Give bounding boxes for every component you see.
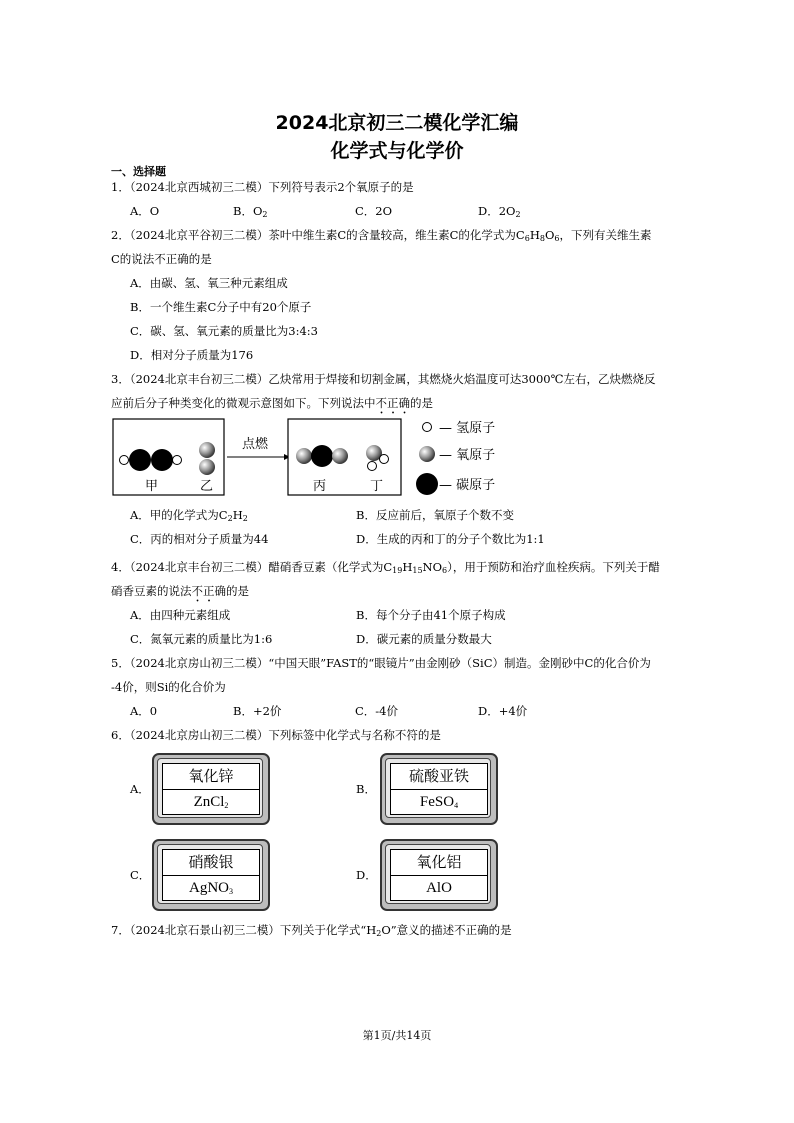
document-subtitle: 化学式与化学价: [330, 140, 464, 162]
q1-option-b: B．$O_2$: [233, 204, 268, 219]
legend-hydrogen-icon: [423, 423, 432, 432]
label-jia: 甲: [145, 479, 159, 494]
q5-option-d: D．+4价: [478, 704, 528, 718]
q4-option-b: B．每个分子由41个原子构成: [356, 608, 506, 622]
document-title: 2024北京初三二模化学汇编: [275, 112, 519, 134]
q3-stem-line1: 3．（2024北京丰台初三二模）乙炔常用于焊接和切割金属，其燃烧火焰温度可达3000℃左右，乙炔燃烧反: [111, 372, 656, 386]
oxygen-atom: [199, 442, 215, 458]
hydrogen-atom: [173, 456, 182, 465]
q5-option-a: A．0: [130, 704, 158, 718]
hydrogen-atom: [368, 462, 377, 471]
q2-option-b: B．一个维生素C分子中有20个原子: [130, 300, 312, 314]
label-formula: FeSO$_4$: [419, 794, 459, 810]
q5-stem-line1: 5．（2024北京房山初三二模）“中国天眼”FAST的“眼镜片”由金刚砂（SiC）制造。金刚砂中C的化合价为: [111, 656, 651, 670]
q6-option-b-letter: B．: [356, 782, 376, 796]
oxygen-atom: [296, 448, 312, 464]
legend-hydrogen-label: — 氢原子: [439, 421, 496, 436]
q2-option-c: C．碳、氢、氧元素的质量比为3:4:3: [130, 324, 318, 338]
q1-option-c: C．2O: [355, 204, 393, 218]
q3-option-d: D．生成的丙和丁的分子个数比为1:1: [356, 532, 545, 546]
legend-oxygen-icon: [419, 446, 435, 462]
q7-stem: 7．（2024北京石景山初三二模）下列关于化学式“$H_2O$”意义的描述不正确的是: [111, 923, 512, 938]
label-name: 硝酸银: [163, 850, 259, 876]
q4-option-a: A．由四种元素组成: [130, 608, 231, 622]
q1-option-d: D．$2O_2$: [478, 204, 521, 219]
q2-stem-line1: 2．（2024北京平谷初三二模）茶叶中维生素C的含量较高，维生素C的化学式为$C_6H_8O_6$，下列有关维生素: [111, 228, 652, 243]
legend-oxygen-label: — 氧原子: [439, 448, 496, 463]
label-bing: 丙: [313, 479, 327, 494]
q2-stem-line2: C的说法不正确的是: [111, 252, 212, 266]
label-formula: AgNO$_3$: [189, 880, 233, 896]
label-formula: AlO: [426, 880, 452, 896]
q3-option-b: B．反应前后，氧原子个数不变: [356, 508, 514, 522]
label-name: 氧化锌: [163, 764, 259, 790]
q6-label-a: [152, 753, 270, 825]
carbon-atom: [311, 445, 333, 467]
carbon-atom: [151, 449, 173, 471]
hydrogen-atom: [380, 455, 389, 464]
q6-option-d-letter: D．: [356, 868, 377, 882]
q3-option-a: A．甲的化学式为$C_2H_2$: [130, 508, 248, 523]
q2-option-d: D．相对分子质量为176: [130, 348, 254, 362]
label-formula: ZnCl$_2$: [193, 794, 229, 810]
legend-carbon-label: — 碳原子: [439, 478, 496, 493]
q6-label-b: [380, 753, 498, 825]
arrow-label: 点燃: [242, 437, 269, 452]
page-footer: 第1页/共14页: [362, 1029, 432, 1042]
q6-option-a-letter: A．: [130, 782, 150, 796]
q5-option-b: B．+2价: [233, 704, 282, 718]
oxygen-atom: [332, 448, 348, 464]
q2-option-a: A．由碳、氢、氧三种元素组成: [130, 276, 288, 290]
q6-stem: 6．（2024北京房山初三二模）下列标签中化学式与名称不符的是: [111, 728, 441, 742]
q5-stem-line2: -4价，则Si的化合价为: [111, 680, 226, 694]
label-name: 氧化铝: [391, 850, 487, 876]
label-ding: 丁: [370, 479, 384, 494]
q3-molecule-diagram: [112, 414, 522, 500]
q1-option-a: A．O: [130, 204, 160, 218]
legend-carbon-icon: [416, 473, 438, 495]
q3-option-c: C．丙的相对分子质量为44: [130, 532, 269, 546]
section-heading: 一、选择题: [111, 165, 166, 178]
q4-stem-line2: 硝香豆素的说法不正确的是: [111, 584, 249, 598]
carbon-atom: [129, 449, 151, 471]
q4-option-c: C．氮氧元素的质量比为1:6: [130, 632, 273, 646]
reaction-diagram-svg: [112, 414, 522, 500]
label-name: 硫酸亚铁: [391, 764, 487, 790]
q1-stem: 1．（2024北京西城初三二模）下列符号表示2个氧原子的是: [111, 180, 414, 194]
q4-option-d: D．碳元素的质量分数最大: [356, 632, 492, 646]
q3-stem-line2: 应前后分子种类变化的微观示意图如下。下列说法中不正确的是: [111, 396, 433, 410]
q6-option-c-letter: C．: [130, 868, 151, 882]
q5-option-c: C．-4价: [355, 704, 399, 718]
oxygen-atom: [199, 459, 215, 475]
q6-label-c: [152, 839, 270, 911]
label-yi: 乙: [200, 479, 214, 494]
hydrogen-atom: [120, 456, 129, 465]
q4-stem-line1: 4．（2024北京丰台初三二模）醋硝香豆素（化学式为$C_{19}H_{15}NO_6$），用于预防和治疗血栓疾病。下列关于醋: [111, 560, 660, 575]
q6-label-d: [380, 839, 498, 911]
